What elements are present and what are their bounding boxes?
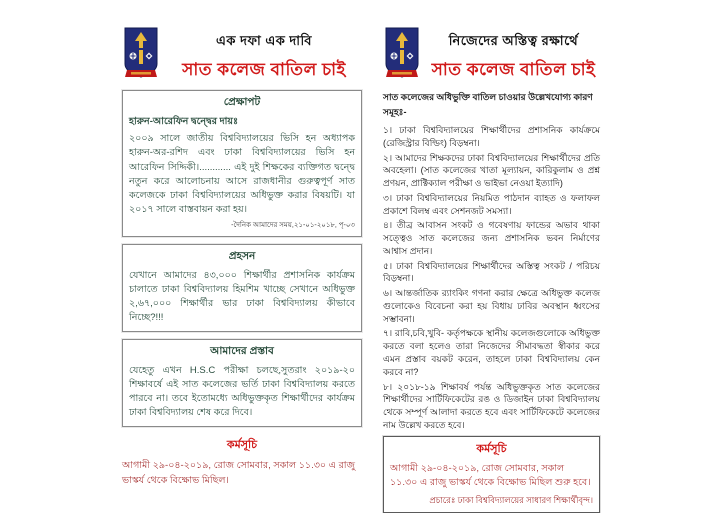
farce-box-title: প্রহসন — [228, 249, 256, 262]
university-emblem-icon — [122, 26, 160, 85]
reasons-heading: সাত কলেজের অধিভুক্তি বাতিল চাওয়ার উল্লেখযোগ্য কারণ সমূহঃ- — [383, 92, 593, 117]
reason-item: ৫। ঢাকা বিশ্ববিদ্যালয়ের শিক্ষার্থীদের অস্তিত্ব সংকট / পরিচয় বিড়ম্বনা। — [383, 260, 600, 284]
leaflet-page-right — [383, 26, 600, 513]
background-box-subtitle: হারুন-আরেফিন দ্বন্দ্বের দায়ঃ — [129, 116, 239, 127]
right-program-body: আগামী ২৯-০৪-২০১৯, রোজ সোমবার, সকাল ১১.৩০ এ রাজু ভাস্কর্য থেকে বিক্ষোভ মিছিল শুরু হবে। — [390, 462, 591, 489]
reason-item: ৮। ২০১৮-১৯ শিক্ষাবর্ষ পর্যন্ত অধিভুক্তকৃত সাত কলেজের শিক্ষার্থীদের সার্টিফিকেটের রঙ ও ডিজাইন ঢাকা বিশ্ববিদ্যালয় থেকে সম্পূর্ণ আলাদা করতে হবে এবং সার্টিফিকেটে কলেজের নাম উল্লেখ করতে হবে। — [383, 381, 600, 430]
right-titles — [427, 26, 600, 85]
background-box-title: প্রেক্ষাপট — [223, 96, 261, 108]
left-program-section — [122, 436, 362, 488]
leaflet-page-left — [122, 26, 362, 488]
farce-box — [122, 244, 362, 332]
background-box — [122, 90, 362, 237]
left-program-body: আগামী ২৯-০৪-২০১৯, রোজ সোমবার, সকাল ১১.৩০ এ রাজু ভাস্কর্য থেকে বিক্ষোভ মিছিল। — [122, 459, 356, 486]
right-slogan-main: সাত কলেজ বাতিল চাই — [431, 60, 596, 79]
reason-item: ৬। আন্তর্জাতিক র‍্যাংকিং গণনা করার ক্ষেত্রে অধিভুক্ত কলেজ গুলোকেও বিবেচনা করা হয় বিধায় ঢাবির অবস্থান ধ্বংসের সম্ভাবনা। — [383, 288, 600, 324]
reasons-list — [383, 124, 600, 432]
background-box-body: ২০০৯ সালে জাতীয় বিশ্ববিদ্যালয়ের ভিসি হন অধ্যাপক হারুন-অর-রশিদ এবং ঢাকা বিশ্ববিদ্যালয়ের ভিসি হন আরেফিন সিদ্দিকী।............ এই দুই শিক্ষকের ব্যক্তিগত দ্বন্দ্বে নতুন করে আলোচনায় আসে রাজধানীর গুরুত্বপূর্ণ সাত কলেজকে ঢাকা বিশ্ববিদ্যালয়ের অধিভুক্ত করার বিষয়টি। যা ২০১৭ সালে বাস্তবায়ন করা হয়। — [129, 133, 355, 216]
reason-item: ৪। তীব্র আবাসন সংকট ও গবেষণায় ফান্ডের অভাব থাকা সত্ত্বেও সাত কলেজের জন্য প্রশাসনিক ভবন নির্মাণের আশ্বাস প্রদান। — [383, 220, 600, 256]
reason-item: ২। আমাদের শিক্ষকদের ঢাকা বিশ্ববিদ্যালয়ের শিক্ষার্থীদের প্রতি অবহেলা। (সাত কলেজের খাতা মূল্যায়ন, কারিকুলাম ও প্রশ্ন প্রণয়ন, প্রাক্টিক্যাল পরীক্ষা ও ভাইভা নেওয়া ইত্যাদি) — [383, 152, 600, 189]
left-program-title: কর্মসূচি — [226, 438, 258, 451]
university-emblem-icon — [383, 26, 421, 85]
farce-box-body: যেখানে আমাদের ৪৩,০০০ শিক্ষার্থীর প্রশাসনিক কার্যক্রম চালাতে ঢাকা বিশ্ববিদ্যালয় হিমশিম খাচ্ছে সেখানে অধিভুক্ত ২,৬৭,০০০ শিক্ষার্থীর ভার ঢাকা বিশ্ববিদ্যালয় কীভাবে নিচ্ছে?!!! — [129, 269, 355, 324]
background-box-source: -দৈনিক আমাদের সময়,২১-০১-২০১৮, পৃ-০৩ — [231, 221, 355, 229]
left-slogan-top: এক দফা এক দাবি — [216, 33, 312, 48]
reason-item: ৭। রাবি,চবি,খুবি- কর্তৃপক্ষকে স্থানীয় কলেজগুলোকে অধিভুক্ত করতে বলা হলেও তারা নিজেদের সীমাবদ্ধতা স্বীকার করে এমন প্রস্তাব বয়কট করেন, তাহলে ঢাকা বিশ্ববিদ্যালয় কেন করবে না? — [383, 328, 600, 377]
right-program-title: কর্মসূচি — [476, 442, 507, 455]
right-program-credit: প্রচারেঃ ঢাকা বিশ্ববিদ্যালয়ের সাধারণ শিক্ষার্থীবৃন্দ। — [429, 495, 593, 506]
reason-item: ১। ঢাকা বিশ্ববিদ্যালয়ের শিক্ষার্থীদের প্রশাসনিক কার্যক্রমে (রেজিস্ট্রার বিল্ডিং) বিড়ম্বনা। — [383, 125, 600, 148]
reason-item: ৩। ঢাকা বিশ্ববিদ্যালয়ের নিয়মিত পাঠদান ব্যাহত ও ফলাফল প্রকাশে বিলম্ব এবং সেশনজট সমস্যা। — [383, 192, 600, 216]
proposal-box — [122, 339, 362, 427]
right-masthead — [383, 26, 600, 85]
left-titles — [166, 26, 362, 85]
right-slogan-top: নিজেদের অস্তিত্ব রক্ষার্থে — [448, 33, 579, 48]
proposal-box-body: যেহেতু এখন H.S.C পরীক্ষা চলছে,সুতরাং ২০১৯-২০ শিক্ষাবর্ষে এই সাত কলেজের ভর্তি ঢাকা বিশ্ববিদ্যালয় করতে পারবে না। তবে ইতোমধ্যে অধিভুক্তকৃত শিক্ষার্থীদের কার্যক্রম ঢাকা বিশ্ববিদ্যালয় শেষ করে দিবে। — [129, 364, 355, 419]
proposal-box-title: আমাদের প্রস্তাব — [210, 344, 274, 357]
right-program-box — [383, 436, 600, 513]
left-slogan-main: সাত কলেজ বাতিল চাই — [182, 60, 346, 79]
left-masthead — [122, 26, 362, 85]
